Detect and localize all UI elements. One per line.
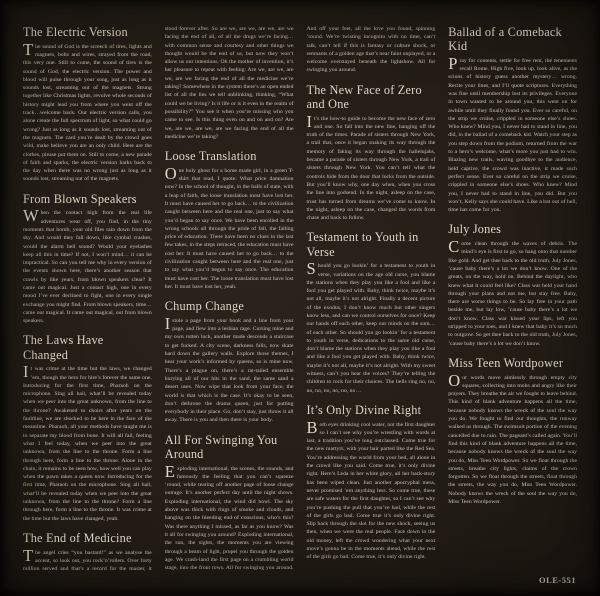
song-lyrics: The angel cries “you bastard!” as we analyse the accent, so look out, you rock’n’rollers. Over forty million served and that’s a record for the master, it stood forever after. So are we, are we, are we, are we facing the end of all, of all the drugs we’re facing… with common sense and courtesy and other things we thought would be the end of us, but now they won’t allow us our intentions. Oh the mother of invention, it’s her pleasure to repeat with feeling: Are we, are we, are we, are we facing the end of all the medicine we’re taking? Somewhere in the system there’s an open ended list of all the lies we tell unblinking, thinking, “What could we be living? Is it life or is it even in the realm of possibility?” You see it when you’re missing who you came to see. Is this thing even on and on and on? Are we, are we, are we, are we facing the end of all the medicine we’re taking? (23, 26, 294, 573)
song-section (307, 403, 436, 562)
song-title: The New Face of Zero and One (306, 82, 422, 111)
song-title: Testament to Youth in Verse (306, 230, 419, 259)
song-section (23, 333, 152, 522)
song-lyrics: Our words move aimlessly through empty city squares, collecting into mobs and angry like their prayers. They breathe the air we fought to leave behind. This kind of blank adventure happens all the time, because nobody knows the wreck of the soul the way you do. We fought to find our thoughts, the runway walked us through. The swimsuit portion of the evening cancelled due to rain. The pageant’s called again. You’ll find this kind of blank adventure happens all the time, because nobody knows the wreck of the soul the way you do, Miss Teen Wordpower. So we float through the streets, breathe city lights, claims of the crown forgotten. So we float through the streets, float through the streets, the way you do, Miss Teen Wordpower. Nobody knows the wreck of the soul the way you do, Miss Teen Wordpower. (448, 370, 577, 506)
song-title: July Jones (448, 222, 502, 237)
song-section (165, 299, 294, 425)
song-title: Chump Change (164, 299, 244, 314)
song-lyrics: One holy ghost for a home made girl, in a green T-shirt that read, I quote: What price damnation now? In the school of thought, in the halls of state, with a leap of faith, the loose translation must have lost her. It must have caused her to go back… to the civilization caught between here and the real one, just to say what you’d began to say once. We have been enrolled in the wrong schools all through the pride of fall, the falling price of education. There have been no clues in the last few takes, in the steps retraced, the education must have cost her. It must have caused her to go back… to the civilization caught between here and the real one, just to say what you’d begun to say once. The education must have cost her. The loose translation must have lost her. It must have lost her, yeah. (164, 163, 294, 290)
song-section (307, 230, 436, 395)
song-lyrics: It’s the how-to guide to become the new face of zero and one. So fall into the new line, hanging off the truth of the times. Parade of sisters through New York, a trail that, once it began snaking its way through the memory of faking its way through the hallelujahs, became a parade of sisters through New York, a trail of sisters through New York. You can’t tell what the controls hide from the door that locks from the outside. But you’ll know why, one day when, when you cross the line into godsend. In the night, asleep on the case, trust has turned from dreams we’ve come to know. In the night, asleep on the case, changed the words from chase and back to follow. (306, 111, 436, 222)
song-lyrics: When the contact high from the real life adventures wear off, you find, in the tiny moments that bomb, your old files rain down from the sky. And would they fall down, like cymbal crashes, would the alarm bell sound? Would your eyelashes keep all this in time? If not, I won’t mind… it can be impractical. So can you tell me why in every version of the events shown here, there’s another season that crawls by like years, from blown speakers clear? It came out magical. Just a contact high, one in every mood I’ve ever declined to fight, one in every single exchange you might find. From blown speakers, time… came out magical. It came out magical, out from blown speakers. (23, 206, 152, 325)
song-title: It’s Only Divine Right (306, 402, 422, 417)
song-lyrics: Exploding international, the scenes, the sounds, and famously the feeling that you can’t squeeze ’round, while tearing off another page of loose change outrage. It’s another perfect day until the night shows. Exploding international, the wind did howl. The sky above was thick with rings of smoke and clouds, and hanging on the bleeding end of conscious, who’s this? Was there anything I missed, as far as you know? Was it all for swinging you around? Exploding international, the sun, the sights, the moments you are viewing through a beam of light, propel you through the golden age. We crash-land the first page on a crumbling world stage, into the front rows. All for swinging you around. And off your feet, all the love you found, spinning ’round. We’re twisting incognito with no time, can’t talk, can’t tell if this is fantasy or culture shock, or remnants of a golden age that’s near faint unplayed, or a welcome overstayed beneath the lightshow. All for swinging you around. (164, 26, 436, 572)
song-section (23, 192, 152, 326)
song-lyrics: Pray for contents, settle for free rent, the tenements recall Rome. High five, look up, look alive, as the scions of history guess another mystery… wrong. Recite your lines, and I’ll quote scriptures. Everything was fine until membership lost its privileges. Everyone in town wanted to be around you, this went on for awhile until they finally found you. Ever so careful, on the strip we cruise, crippled in someone else’s shoes. Who knew? Mind you, I never had to stand in line, you did, in the ballad of a comeback kid. Watch your step as you step down from the podium, returned from the war to a hero’s welcome, what’s more you just had to win. Blazing new trails, waving goodbye to the audience, held captive, the crowd was inactive, it made such perfect sense. Ever so careful on the strip we cruise, crippled in someone else’s shoes. Who knew? Mind you, I never had to stand in line, you did. But you won’t, Kelly says she could have. Like a bat out of hell, time has come for you. (448, 53, 577, 214)
song-section (165, 149, 294, 291)
song-lyrics: It was crime at the time but the laws, we changed ’em, though the hero for hire’s forever the same one. Introducing for the first time, Pharaoh on the microphone. Sing all hail, what’ll be revealed today when we peer into the great unknown, from the line to the throne? Awakened to choirs after years on the faultline, we are shocked to be here in the face of the meantime. Pharaoh, all your methods have taught me is to separate my blood from bone. It will all fail, feeling what I feel today, when we peer into the great unknown, from the line to the throne. Form a line through here, form a line to the throne. Alone in the chain, it remains to be seen how, how well you can play when the pawn takes a queen now. Introducing for the first time, Pharaoh on the microphone. Sing all hail, what’ll be revealed today when we peer into the great unknown, from the line to the throne? Form a line through here, form a line to the throne. It was crime at the time but the laws have changed, yeah. (23, 362, 152, 522)
song-lyrics: Come clean through the waves of debris. The mind’s eye is first to go, so hang onto that number like gold. And get thee back to the old truth, July Jones, ’cause baby there’s a lot we don’t know. One of the greats, on the way, hold on. Behind the daylight, who knew what it could feel like? Class war held your hand through your plans and not me, but stay free. Baby, there are worse things to be. So lay free in your path beside me, but lay low, ’cause baby there’s a lot we don’t know. Class war kissed your lips, left you stripped to your toes, and I knew that baby it’s so much to outgrow. So get thee back to the old truth, July Jones, ’cause baby there’s a lot we don’t know. (448, 237, 577, 347)
song-lyrics: Istole a page from your book and a line from your page, and flew into a lesbian rage. Cursing mine and my own rotten luck, another made descends a staircase to get fucked. A city scene, darkness falls, now skate hard down the gallery walls. Explore those themes, I hear your work’s informed by queens, so is mine now. There’s a plague on, there’s a rat-tailed ensemble burying all of our hits in the sand, the same sand a desert uses. Now wipe that look from your face, the world is that which is the case. It’s okay to be seen, don’t dethrone the drama queen, just for putting everybody in their place. Go, don’t stay, just throw it all away. There is you and then there is your body. (164, 313, 294, 424)
song-title: All For Swinging You Around (164, 432, 278, 461)
song-title: From Blown Speakers (23, 191, 137, 206)
song-lyrics: Should you go lookin’ for a testament to youth in verse, variations on the age old curse, you blame the stations when they play you like a fool and like a fool you get played with. Baby, think twice, maybe it’s not all, maybe it’s not alright. Finally a decent picture of the exodus, I don’t know much but other singers know less, and can we control ourselves for once? Keep our hands off each other, keep our minds on the sum… of each other. So should you go lookin’ for a testament to youth in verse, dedications to the same old curse, don’t blame the stations when they play you like a fool and like a fool you get played with. Baby, think twice, maybe it’s not all, maybe it’s not alright. With my sweet witness, can’t you hear the voices? They’re telling the children to rock for their choices. The bells ring no, no, no, no, no, no, no, no… (306, 259, 436, 394)
song-title: The Laws Have Changed (23, 333, 104, 362)
song-section (307, 83, 436, 223)
catalog-number: OLE-551 (538, 575, 576, 585)
song-section (448, 222, 577, 348)
song-title: Ballad of a Comeback Kid (448, 25, 562, 54)
song-section (23, 25, 152, 184)
song-section (448, 25, 577, 214)
lyrics-columns (23, 25, 577, 580)
song-title: Miss Teen Wordpower (448, 355, 564, 370)
song-title: The End of Medicine (23, 530, 132, 545)
song-lyrics: The sound of God is the screech of tires, lights and magnets, bolts and wires, strayed from the road, this very one. Still to come, the sound of tires is the sound of God, the electric version. The power and blood will pulse through your song, just as long as it sounds lost, streaming out of the magnets. Strung together like Christmas lights, revolve whole seconds of history might lead you from where you went off the track…welcome back. Our electric version calls, you alone create the full spectrum of light, so what could go wrong? Just as long as it sounds lost, streaming out of the magnets. The card you’re dealt by the crowd goes wild, make believe you are an only child. Here are the clothes, please put them on. Still to come, a new parade of faith and sparks, the electric version harks back to the day when there was no wrong just as long as it sounds lost, streaming out of the magnets. (23, 39, 152, 183)
song-title: Loose Translation (164, 149, 257, 164)
song-section (448, 356, 577, 506)
song-lyrics: Both eyes drinking cool water, not the first daughter so I can’t see why you’re wrestling with words at last, a tradition you’ve long outclassed. Come true for the new martyrs, with your hair parted like the Red Sea. You’re addressing the world from your bed, all alone in the crowd like you said. Come true, it’s only divine right. Here’s Leda in her white glory, all her back-story has been wiped clean. Just another apocryphal mess, never promised ’em anything less. So come true, these are safe waters for the first daughter, so I can’t see why you’re pushing the pull that you’ve had, while the rest of the girls go bad. Come true it’s only divine right. Slip back through the slot for the new shock, seeing us then, when we were the real people. Face down in the old money, left the crowd wondering what your next move’s gonna be in the moments ahead, while the rest of the girls go bad. Come true, it’s only divine right. (306, 417, 436, 561)
song-title: The Electric Version (23, 25, 128, 39)
